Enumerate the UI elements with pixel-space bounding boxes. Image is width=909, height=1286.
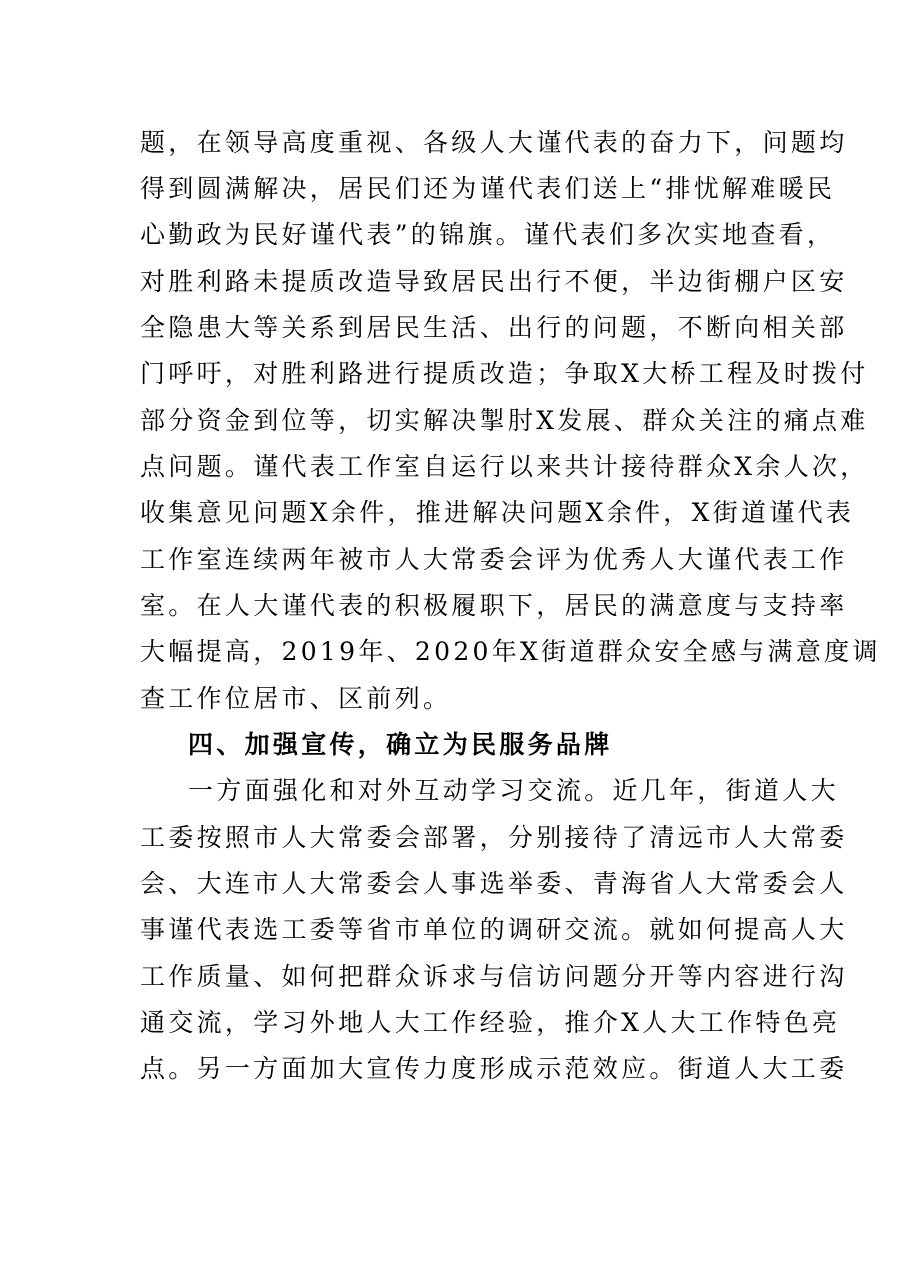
body-text-line: 大幅提高，2019年、2020年X街道群众安全感与满意度调 — [140, 637, 881, 666]
body-text-line: 一方面强化和对外互动学习交流。近几年，街道人大 — [188, 776, 839, 805]
body-text-line: 心勤政为民好谨代表”的锦旗。谨代表们多次实地查看， — [140, 220, 836, 249]
body-text-line: 部分资金到位等，切实解决掣肘X发展、群众关注的痛点难 — [140, 406, 869, 435]
body-text-line: 得到圆满解决，居民们还为谨代表们送上“排忧解难暖民 — [140, 174, 836, 203]
body-text-line: 工委按照市人大常委会部署，分别接待了清远市人大常委 — [140, 823, 848, 852]
body-text-line: 工作质量、如何把群众诉求与信访问题分开等内容进行沟 — [140, 962, 848, 991]
body-text-line: 点。另一方面加大宣传力度形成示范效应。街道人大工委 — [140, 1054, 848, 1083]
body-text-line: 对胜利路未提质改造导致居民出行不便，半边街棚户区安 — [140, 267, 848, 296]
body-text-line: 题，在领导高度重视、各级人大谨代表的奋力下，问题均 — [140, 128, 848, 157]
body-text-line: 事谨代表选工委等省市单位的调研交流。就如何提高人大 — [140, 915, 848, 944]
body-text-line: 室。在人大谨代表的积极履职下，居民的满意度与支持率 — [140, 591, 848, 620]
body-text-line: 通交流，学习外地人大工作经验，推介X人大工作特色亮 — [140, 1008, 841, 1037]
body-text-line: 查工作位居市、区前列。 — [140, 684, 452, 713]
body-text-line: 工作室连续两年被市人大常委会评为优秀人大谨代表工作 — [140, 545, 848, 574]
body-text-line: 会、大连市人大常委会人事选举委、青海省人大常委会人 — [140, 869, 848, 898]
body-text-line: 门呼吁，对胜利路进行提质改造；争取X大桥工程及时拨付 — [140, 359, 869, 388]
body-text-line: 收集意见问题X余件，推进解决问题X余件，X街道谨代表 — [140, 498, 855, 527]
body-text-line: 全隐患大等关系到居民生活、出行的问题，不断向相关部 — [140, 313, 848, 342]
section-heading: 四、加强宣传，确立为民服务品牌 — [188, 730, 613, 759]
body-text-line: 点问题。谨代表工作室自运行以来共计接待群众X余人次， — [140, 452, 869, 481]
